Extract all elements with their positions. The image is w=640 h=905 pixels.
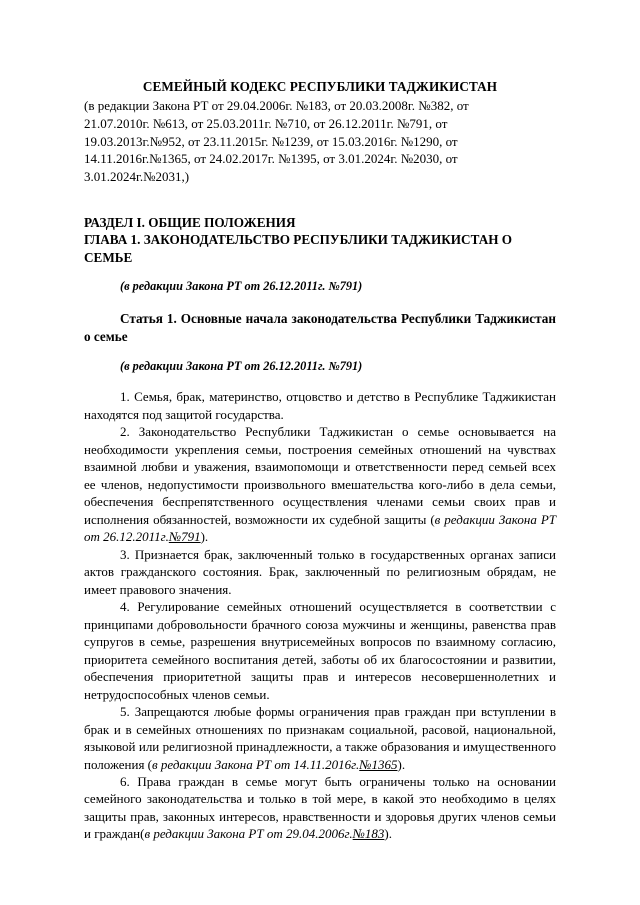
paragraph-number: 1. xyxy=(120,389,130,405)
amendment-note-text: в редакции Закона РТ от 29.04.2006г. xyxy=(144,826,353,842)
amendment-note-text: в редакции Закона РТ от 26.12.2011г. xyxy=(84,511,556,545)
glava-amendment-note: (в редакции Закона РТ от 26.12.2011г. №791) xyxy=(120,279,363,294)
paragraph-text: Запрещаются любые формы ограничения прав граждан при вступлении в брак и в семейных отношениях по признакам социальной, расовой, национальной, языковой или религиозной принадлежности, а также образования и имущественного положения ( xyxy=(84,704,557,772)
paragraph-tail: ). xyxy=(200,529,209,545)
paragraph-tail: ). xyxy=(397,756,406,772)
amendments-block xyxy=(84,97,556,185)
paragraph-text: Права граждан в семье могут быть ограничены только на основании семейного законодательства и только в той мере, в какой это необходимо в целях защиты прав, законных интересов, нравственности и здоровья других членов семьи и граждан( xyxy=(84,773,557,842)
paragraph-text: Законодательство Республики Таджикистан о семье основывается на необходимости укрепления семьи, построения семейных отношений на чувствах взаимной любви и уважения, взаимопомощи и ответственности перед семьей всех ее членов, недопустимости произвольного вмешательства кого-либо в дела семьи, обеспечения беспрепятственного осуществления членами семьи своих прав и исполнения обязанностей, возможности их судебной защиты ( xyxy=(84,424,557,527)
paragraph-number: 5. xyxy=(120,704,130,720)
article-paragraph-1 xyxy=(84,388,556,423)
amendment-reference: №791 xyxy=(168,529,201,545)
paragraph-text: Признается брак, заключенный только в государственных органах записи актов гражданского состояния. Брак, заключенный по религиозным обрядам, не имеет правового значения. xyxy=(84,546,556,597)
paragraph-number: 2. xyxy=(120,424,130,440)
document-title: СЕМЕЙНЫЙ КОДЕКС РЕСПУБЛИКИ ТАДЖИКИСТАН xyxy=(142,79,498,94)
amendment-note-text: в редакции Закона РТ от 14.11.2016г. xyxy=(152,756,360,772)
article-paragraph-3 xyxy=(84,546,556,598)
amendment-line: 14.11.2016г.№1365, от 24.02.2017г. №1395, от 3.01.2024г. №2030, от xyxy=(84,151,458,167)
paragraph-tail: ). xyxy=(384,826,393,842)
amendment-line: (в редакции Закона РТ от 29.04.2006г. №183, от 20.03.2008г. №382, от xyxy=(84,98,469,114)
paragraph-text: Семья, брак, материнство, отцовство и детство в Республике Таджикистан находятся под защитой государства. xyxy=(84,389,557,422)
paragraph-amendment-note xyxy=(144,826,384,841)
paragraph-amendment-note xyxy=(152,757,397,772)
paragraph-number: 4. xyxy=(120,599,130,615)
article-amendment-note: (в редакции Закона РТ от 26.12.2011г. №791) xyxy=(120,359,363,374)
paragraph-number: 3. xyxy=(120,546,130,562)
article-paragraph-2 xyxy=(84,423,556,545)
amendment-reference: №183 xyxy=(352,826,385,842)
article-paragraph-4 xyxy=(84,598,556,703)
paragraph-number: 6. xyxy=(120,773,130,789)
paragraph-text: Регулирование семейных отношений осуществляется в соответствии с принципами добровольности брачного союза мужчины и женщины, равенства прав супругов в семье, разрешения внутрисемейных вопросов по взаимному согласию, приоритета семейного воспитания детей, заботы об их благосостоянии и развитии, обеспечения приоритетной защиты прав и интересов несовершеннолетних и нетрудоспособных членов семьи. xyxy=(84,599,556,702)
section-headings xyxy=(84,214,556,267)
amendment-line: 3.01.2024г.№2031,) xyxy=(84,169,190,185)
amendment-reference: №1365 xyxy=(359,756,398,772)
glava-heading: ГЛАВА 1. ЗАКОНОДАТЕЛЬСТВО РЕСПУБЛИКИ ТАДЖИКИСТАН О СЕМЬЕ xyxy=(84,232,513,265)
article-heading: Статья 1. Основные начала законодательства Республики Таджикистан о семье xyxy=(84,311,556,345)
amendment-line: 19.03.2013г.№952, от 23.11.2015г. №1239, от 15.03.2016г. №1290, от xyxy=(84,133,458,149)
razdel-heading: РАЗДЕЛ I. ОБЩИЕ ПОЛОЖЕНИЯ xyxy=(84,214,296,230)
article-paragraph-6 xyxy=(84,773,556,843)
article-paragraph-5 xyxy=(84,703,556,773)
amendment-line: 21.07.2010г. №613, от 25.03.2011г. №710, от 26.12.2011г. №791, от xyxy=(84,116,448,132)
